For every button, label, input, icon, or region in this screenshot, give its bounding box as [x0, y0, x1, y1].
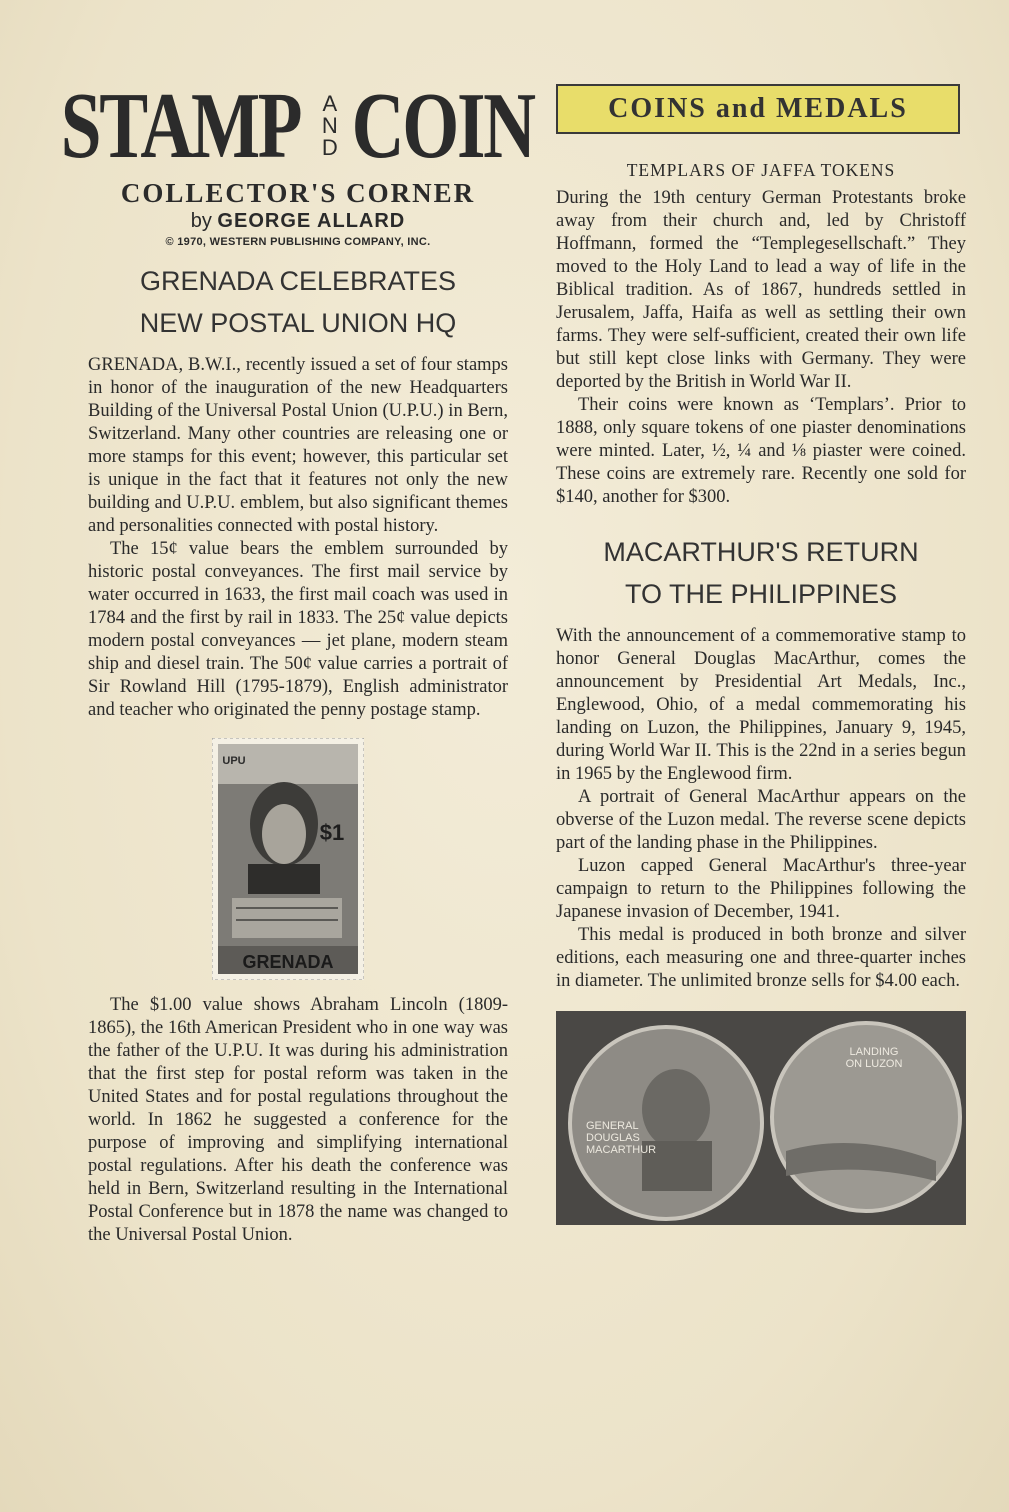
masthead-subtitle: COLLECTOR'S CORNER	[120, 178, 476, 208]
article3-paragraph-3: Luzon capped General MacArthur's three-year campaign to return to the Philippines following the Japanese invasion of December, 1941.	[556, 856, 966, 922]
stamp-country-text: GRENADA	[242, 952, 334, 972]
medal-obverse-line3: MACARTHUR	[586, 1144, 657, 1156]
article3-headline-line1: MACARTHUR'S RETURN	[603, 537, 919, 567]
section-banner: COINS and MEDALS	[556, 84, 960, 134]
masthead-and-d: D	[321, 135, 338, 160]
stamp-corner-text: UPU	[222, 755, 246, 767]
masthead-word-stamp: STAMP	[60, 74, 301, 178]
masthead-and-a: A	[322, 91, 338, 116]
masthead	[60, 74, 534, 248]
article2-paragraph-1: During the 19th century German Protestants broke away from their church and, led by Christoff Hoffmann, formed the “Templegesellschaft.” They moved to the Holy Land to lead a way of life in the Biblical tradition. As of 1867, hundreds settled in Jerusalem, Jaffa, Haifa as well as settling their own farms. They were self-sufficient, created their own life but still kept close links with Germany. They were deported by the British in World War II.	[556, 188, 966, 392]
article3-paragraph-4: This medal is produced in both bronze and silver editions, each measuring one and three-quarter inches in diameter. The unlimited bronze sells for $4.00 each.	[556, 925, 966, 991]
byline	[88, 211, 508, 231]
medal-obverse-line1: GENERAL	[586, 1120, 639, 1132]
article3-paragraph-1: With the announcement of a commemorative stamp to honor General Douglas MacArthur, comes the announcement by Presidential Art Medals, Inc., Englewood, Ohio, of a medal commemorating his landing on Luzon, the Philippines, January 9, 1945, during World War II. This is the 22nd in a series begun in 1965 by the Englewood firm.	[556, 626, 966, 784]
lincoln-stamp-image	[212, 738, 364, 980]
stamp-value-text: $1	[319, 820, 345, 845]
macarthur-medal-image	[556, 1011, 966, 1225]
article3-paragraph-2: A portrait of General MacArthur appears on the obverse of the Luzon medal. The reverse scene depicts part of the landing phase in the Philippines.	[556, 787, 966, 853]
article1-headline-line1: GRENADA CELEBRATES	[139, 266, 457, 296]
article2-paragraph-2: Their coins were known as ‘Templars’. Prior to 1888, only square tokens of one piaster denominations were minted. Later, ½, ¼ and ⅛ piaster were coined. These coins are extremely rare. Recently one sold for $140, another for $300.	[556, 395, 966, 507]
left-column	[60, 74, 534, 1247]
masthead-word-coin: COIN	[351, 74, 534, 178]
article1-paragraph-2: The 15¢ value bears the emblem surrounded by historic postal conveyances. The first mail service by water occurred in 1633, the first mail coach was used in 1784 and the first by rail in 1833. The 25¢ value depicts modern postal conveyances — jet plane, modern steam ship and diesel train. The 50¢ value carries a portrait of Sir Rowland Hill (1795-1879), English administrator and teacher who originated the penny postage stamp.	[88, 539, 508, 720]
article1-paragraph-1: GRENADA, B.W.I., recently issued a set of four stamps in honor of the inauguration of the new Headquarters Building of the Universal Postal Union (U.P.U.) in Bern, Switzerland. Many other countries are releasing one or more stamps for this event; however, this particular set is unique in the fact that it features not only the new building and U.P.U. emblem, but also significant themes and personalities connected with postal history.	[88, 355, 508, 536]
medal-obverse-line2: DOUGLAS	[586, 1132, 640, 1144]
byline-prefix: by	[190, 210, 212, 232]
article1-paragraph-3: The $1.00 value shows Abraham Lincoln (1809-1865), the 16th American President who in one way was the father of the U.P.U. It was during his administration that the first step for postal reform was taken in the United States and for postal regulations throughout the world. In 1862 he suggested a conference for the purpose of improving and simplifying international postal regulations. After his death the conference was held in Bern, Switzerland resulting in the International Postal Conference but in 1878 the name was changed to the Universal Postal Union.	[88, 995, 508, 1245]
medal-reverse-line2: ON LUZON	[845, 1058, 903, 1070]
medal-reverse-line1: LANDING	[849, 1046, 899, 1058]
copyright-notice: © 1970, WESTERN PUBLISHING COMPANY, INC.	[165, 236, 431, 248]
article1-headline-line2: NEW POSTAL UNION HQ	[139, 308, 457, 338]
right-column	[556, 84, 966, 1225]
masthead-and-n: N	[321, 113, 338, 138]
masthead-and	[322, 93, 338, 159]
article3-headline-line2: TO THE PHILIPPINES	[624, 579, 898, 609]
article1-headline	[88, 260, 508, 344]
article2-subhead: TEMPLARS OF JAFFA TOKENS	[626, 160, 896, 180]
article3-headline	[556, 531, 966, 615]
author-name: GEORGE ALLARD	[217, 210, 406, 232]
